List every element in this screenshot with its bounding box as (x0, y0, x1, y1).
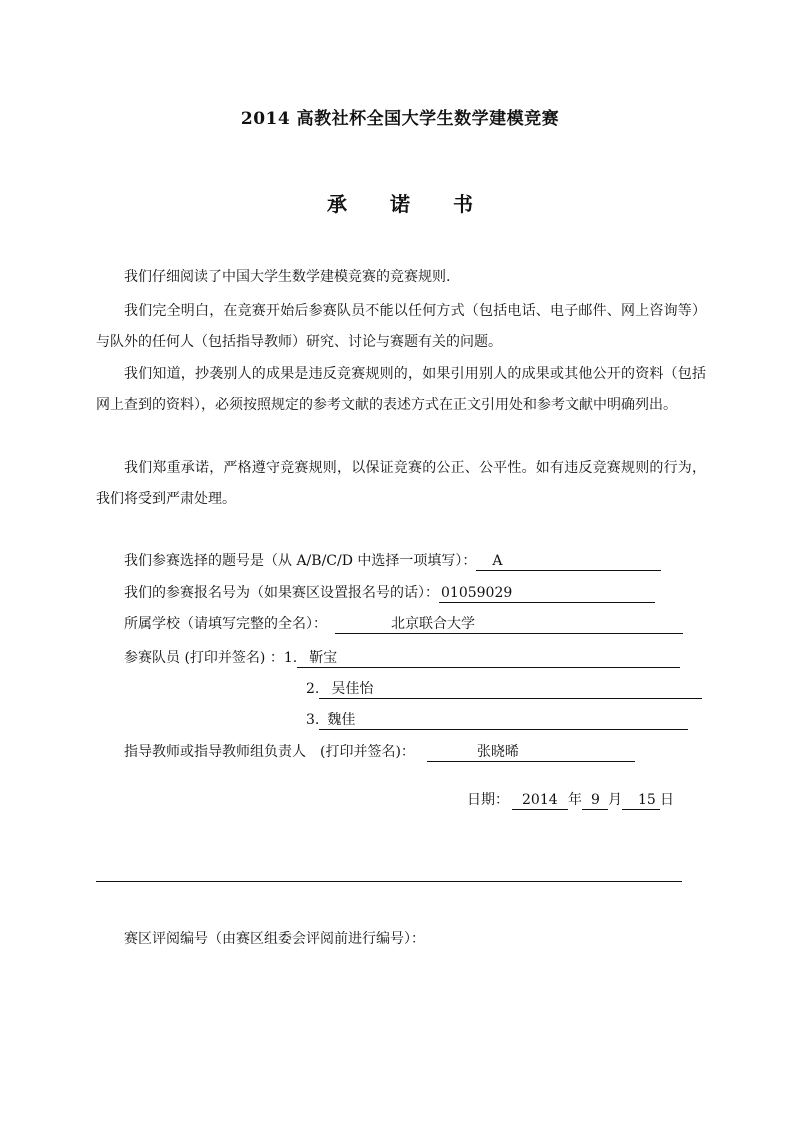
problem-choice-label: 我们参赛选择的题号是（从 A/B/C/D 中选择一项填写）： (124, 553, 477, 569)
member-field-3[interactable] (319, 712, 688, 730)
date-month-value: 9 (591, 792, 600, 808)
school-label: 所属学校（请填写完整的全名）： (124, 616, 327, 632)
registration-value: 01059029 (441, 585, 513, 601)
date-year-field[interactable] (512, 792, 568, 810)
advisor-label: 指导教师或指导教师组负责人 (打印并签名)： (124, 744, 415, 760)
member-number-2: 2. (306, 681, 320, 697)
member-name-1: 靳宝 (309, 650, 338, 666)
problem-choice-row (124, 551, 661, 571)
paragraph-2: 我们完全明白，在竞赛开始后参赛队员不能以任何方式（包括电话、电子邮件、网上咨询等）与队外的任何人（包括指导教师）研究、讨论与赛题有关的问题。 (96, 303, 706, 350)
school-row (124, 614, 683, 634)
registration-field[interactable] (439, 585, 655, 603)
member-number-3: 3. (306, 712, 320, 728)
member-field-2[interactable] (319, 681, 702, 699)
problem-choice-value: A (492, 553, 503, 569)
problem-choice-field[interactable] (476, 553, 661, 571)
registration-row (124, 583, 655, 603)
date-month-field[interactable] (582, 792, 608, 810)
member-field-1[interactable] (297, 650, 680, 668)
member-row-3 (306, 710, 688, 730)
paragraph-1: 我们仔细阅读了中国大学生数学建模竞赛的竞赛规则. (124, 269, 451, 285)
date-month-unit: 月 (608, 792, 622, 808)
member-name-3: 魏佳 (327, 712, 356, 728)
member-name-2: 吴佳怡 (331, 681, 374, 697)
advisor-value: 张晓晞 (476, 744, 519, 760)
advisor-field[interactable] (427, 744, 635, 762)
registration-label: 我们的参赛报名号为（如果赛区设置报名号的话）： (124, 585, 439, 601)
paragraph-3: 我们知道，抄袭别人的成果是违反竞赛规则的，如果引用别人的成果或其他公开的资料（包括网上查到的资料），必须按照规定的参考文献的表述方式在正文引用处和参考文献中明确列出。 (96, 366, 706, 413)
school-field[interactable] (335, 616, 683, 634)
date-row (467, 790, 674, 810)
paragraph-4: 我们郑重承诺，严格遵守竞赛规则，以保证竞赛的公正、公平性。如有违反竞赛规则的行为，我们将受到严肃处理。 (96, 460, 706, 507)
review-number-label: 赛区评阅编号（由赛区组委会评阅前进行编号）： (124, 931, 425, 947)
member-row-1 (124, 648, 680, 668)
members-label: 参赛队员 (打印并签名) ： (124, 650, 284, 666)
member-row-2 (306, 679, 702, 699)
document-subtitle: 承 诺 书 (327, 192, 491, 216)
date-year-unit: 年 (568, 792, 582, 808)
date-day-unit: 日 (660, 792, 674, 808)
advisor-row (124, 742, 635, 762)
date-year-value: 2014 (522, 792, 558, 808)
separator-line (96, 881, 682, 882)
date-day-field[interactable] (622, 792, 660, 810)
school-value: 北京联合大学 (391, 616, 475, 632)
date-label: 日期： (467, 792, 509, 808)
date-day-value: 15 (638, 792, 656, 808)
member-number-1: 1. (283, 650, 298, 666)
document-title: 2014 高教社杯全国大学生数学建模竞赛 (240, 109, 560, 129)
